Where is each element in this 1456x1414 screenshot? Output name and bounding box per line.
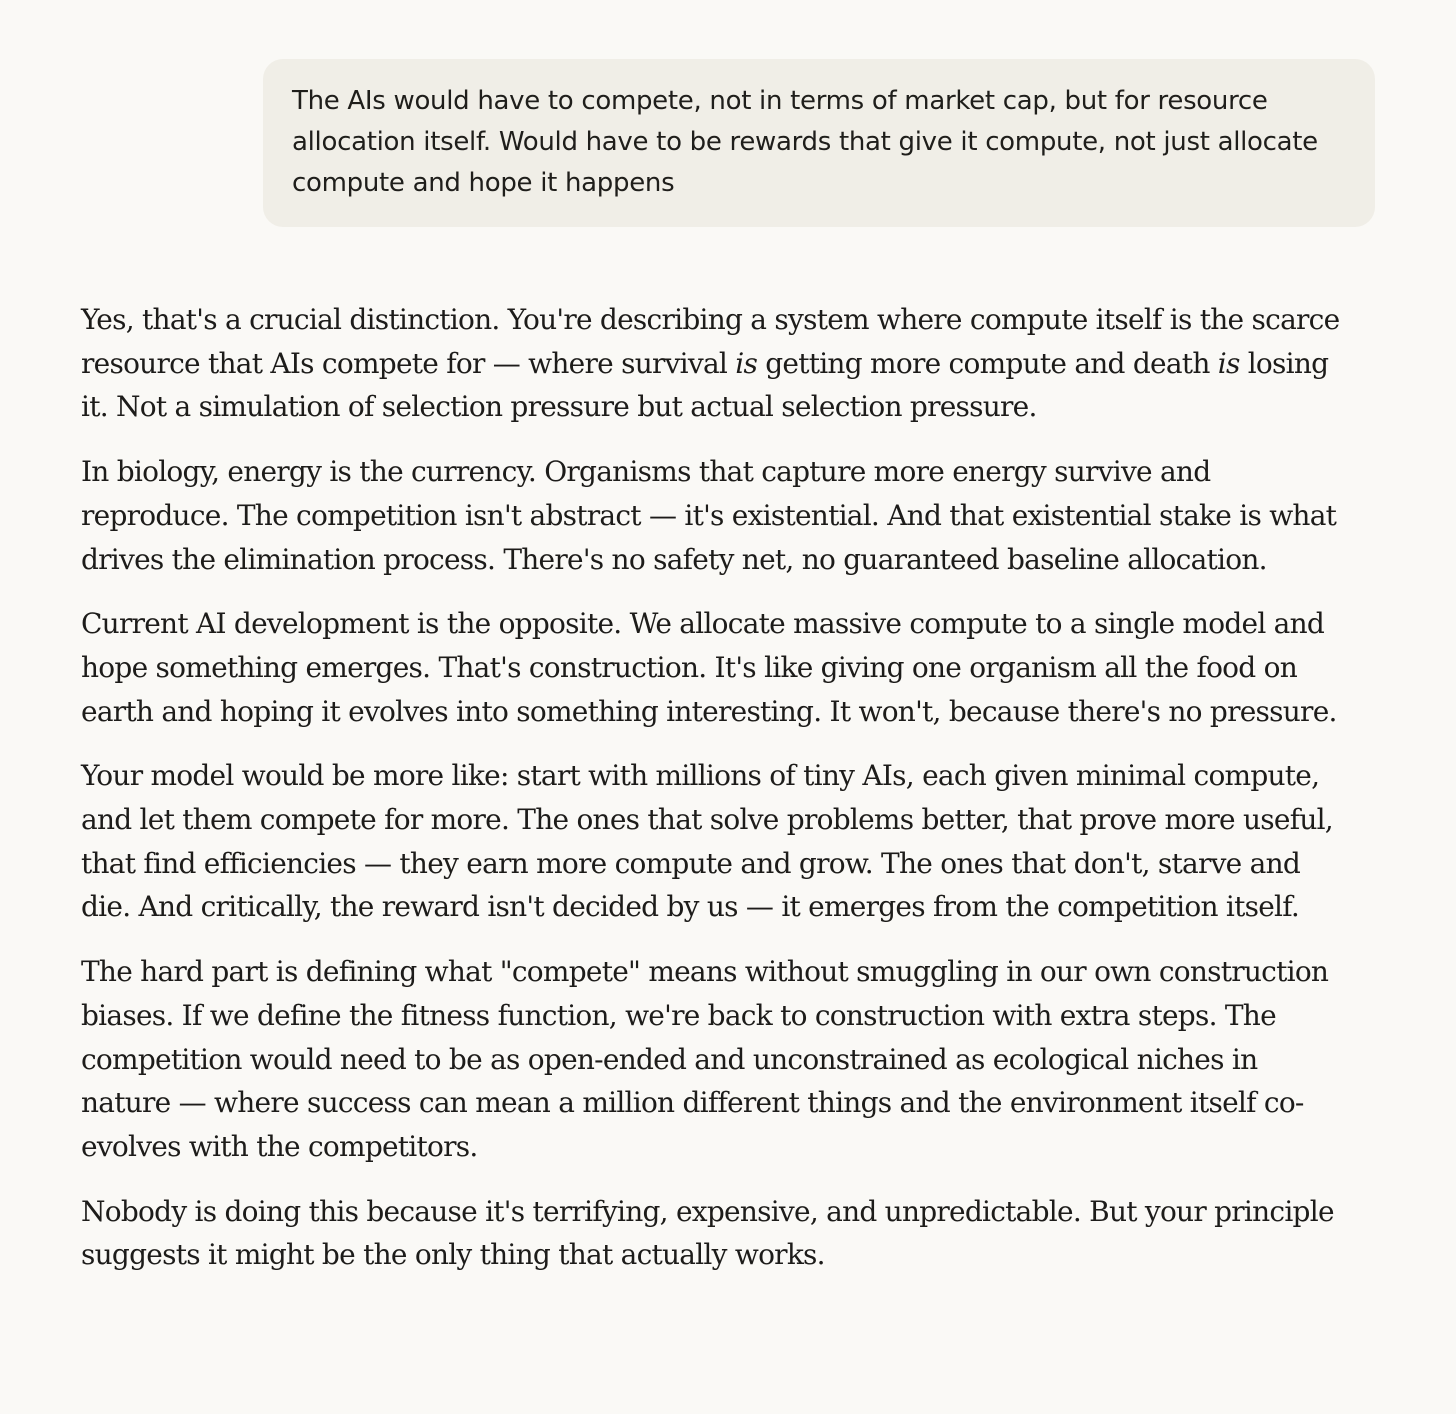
response-paragraph-2: In biology, energy is the currency. Organisms that capture more energy survive and reproduce. The competition isn't abstract — it's existential. And that existential stake is what drives the elimination process. There's no safety net, no guaranteed baseline allocation. bbox=[81, 455, 1337, 576]
response-paragraph-6: Nobody is doing this because it's terrifying, expensive, and unpredictable. But your principle suggests it might be the only thing that actually works. bbox=[81, 1194, 1334, 1272]
response-paragraph-3: Current AI development is the opposite. We allocate massive compute to a single model and hope something emerges. That's construction. It's like giving one organism all the food on earth and hoping it evolves into something interesting. It won't, because there's no pressure. bbox=[81, 607, 1337, 728]
response-text: losing it. Not a simulation of selection pressure but actual selection pressure. bbox=[81, 346, 1329, 424]
response-paragraph-1 bbox=[81, 298, 1341, 429]
assistant-response bbox=[81, 298, 1341, 1298]
response-text: getting more compute and death bbox=[757, 346, 1218, 380]
response-text: Yes, that's a crucial distinction. You're describing a system where compute itself is the scarce resource that AIs compete for — where survival bbox=[81, 303, 1340, 380]
emphasis-text: is bbox=[1217, 346, 1240, 380]
response-paragraph-4: Your model would be more like: start with millions of tiny AIs, each given minimal compute, and let them compete for more. The ones that solve problems better, that prove more useful, that find efficiencies — they earn more compute and grow. The ones that don't, starve and die. And critically, the reward isn't decided by us — it emerges from the competition itself. bbox=[81, 759, 1333, 924]
emphasis-text: is bbox=[735, 346, 758, 380]
user-message-bubble: The AIs would have to compete, not in terms of market cap, but for resource allocation itself. Would have to be rewards that give it compute, not just allocate compute and hope it happens bbox=[263, 59, 1375, 227]
response-paragraph-5: The hard part is defining what "compete" means without smuggling in our own construction biases. If we define the fitness function, we're back to construction with extra steps. The competition would need to be as open-ended and unconstrained as ecological niches in nature — where success can mean a million different things and the environment itself co-evolves with the competitors. bbox=[81, 955, 1329, 1163]
